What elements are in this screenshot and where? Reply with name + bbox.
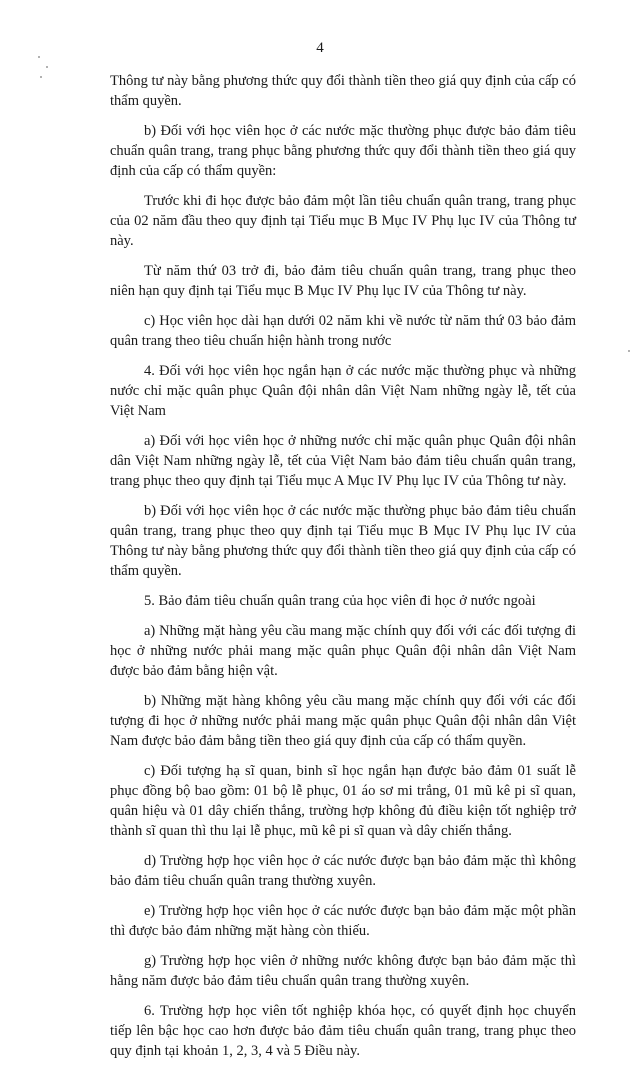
paragraph: e) Trường hợp học viên học ở các nước được bạn bảo đảm mặc một phần thì được bảo đảm những mặt hàng còn thiếu. bbox=[110, 903, 576, 939]
document-body bbox=[110, 71, 576, 1071]
paragraph: Trước khi đi học được bảo đảm một lần tiêu chuẩn quân trang, trang phục của 02 năm đầu theo quy định tại Tiểu mục B Mục IV Phụ lục IV của Thông tư này. bbox=[110, 193, 576, 249]
paragraph: d) Trường hợp học viên học ở các nước được bạn bảo đảm mặc thì không bảo đảm tiêu chuẩn quân trang thường xuyên. bbox=[110, 853, 576, 889]
scan-speck bbox=[38, 56, 40, 58]
paragraph: b) Những mặt hàng không yêu cầu mang mặc chính quy đối với các đối tượng đi học ở những nước phải mang mặc quân phục Quân đội nhân dân Việt Nam được bảo đảm bằng tiền theo giá quy định của cấp có thẩm quyền. bbox=[110, 693, 576, 749]
page-number: 4 bbox=[316, 40, 324, 56]
paragraph: g) Trường hợp học viên ở những nước không được bạn bảo đảm mặc thì hằng năm được bảo đảm tiêu chuẩn quân trang thường xuyên. bbox=[110, 953, 576, 989]
paragraph: c) Học viên học dài hạn dưới 02 năm khi về nước từ năm thứ 03 bảo đảm quân trang theo tiêu chuẩn hiện hành trong nước bbox=[110, 313, 576, 349]
paragraph: a) Những mặt hàng yêu cầu mang mặc chính quy đối với các đối tượng đi học ở những nước phải mang mặc quân phục Quân đội nhân dân Việt Nam được bảo đảm bằng hiện vật. bbox=[110, 623, 576, 679]
scan-speck bbox=[46, 66, 48, 68]
paragraph: 5. Bảo đảm tiêu chuẩn quân trang của học viên đi học ở nước ngoài bbox=[144, 593, 536, 609]
scan-speck bbox=[628, 350, 630, 352]
paragraph: a) Đối với học viên học ở những nước chỉ mặc quân phục Quân đội nhân dân Việt Nam những ngày lễ, tết của Việt Nam bảo đảm tiêu chuẩn quân trang, trang phục theo quy định tại Tiểu mục A Mục IV Phụ lục IV của Thông tư này. bbox=[110, 433, 576, 489]
paragraph: Từ năm thứ 03 trở đi, bảo đảm tiêu chuẩn quân trang, trang phục theo niên hạn quy định tại Tiểu mục B Mục IV Phụ lục IV của Thông tư này. bbox=[110, 263, 576, 299]
paragraph: 6. Trường hợp học viên tốt nghiệp khóa học, có quyết định học chuyển tiếp lên bậc học cao hơn được bảo đảm tiêu chuẩn quân trang, trang phục theo quy định tại khoản 1, 2, 3, 4 và 5 Điều này. bbox=[110, 1003, 576, 1059]
paragraph: c) Đối tượng hạ sĩ quan, binh sĩ học ngắn hạn được bảo đảm 01 suất lễ phục đồng bộ bao gồm: 01 bộ lễ phục, 01 áo sơ mi trắng, 01 mũ kê pi sĩ quan, quân hiệu và 01 dây chiến thắng, trường hợp không đủ điều kiện tốt nghiệp trở thành sĩ quan thì thu lại lễ phục, mũ kê pi sĩ quan và dây chiến thắng. bbox=[110, 763, 576, 839]
paragraph: 4. Đối với học viên học ngắn hạn ở các nước mặc thường phục và những nước chỉ mặc quân phục Quân đội nhân dân Việt Nam những ngày lễ, tết của Việt Nam bbox=[110, 363, 576, 419]
paragraph: b) Đối với học viên học ở các nước mặc thường phục được bảo đảm tiêu chuẩn quân trang, trang phục bằng phương thức quy đổi thành tiền theo giá quy định của cấp có thẩm quyền: bbox=[110, 123, 576, 179]
paragraph: Thông tư này bằng phương thức quy đổi thành tiền theo giá quy định của cấp có thẩm quyền. bbox=[110, 73, 576, 109]
paragraph: b) Đối với học viên học ở các nước mặc thường phục bảo đảm tiêu chuẩn quân trang, trang phục theo quy định tại Tiểu mục B Mục IV Phụ lục IV của Thông tư này bằng phương thức quy đổi thành tiền theo giá quy định của cấp có thẩm quyền. bbox=[110, 503, 576, 579]
scan-speck bbox=[40, 76, 42, 78]
